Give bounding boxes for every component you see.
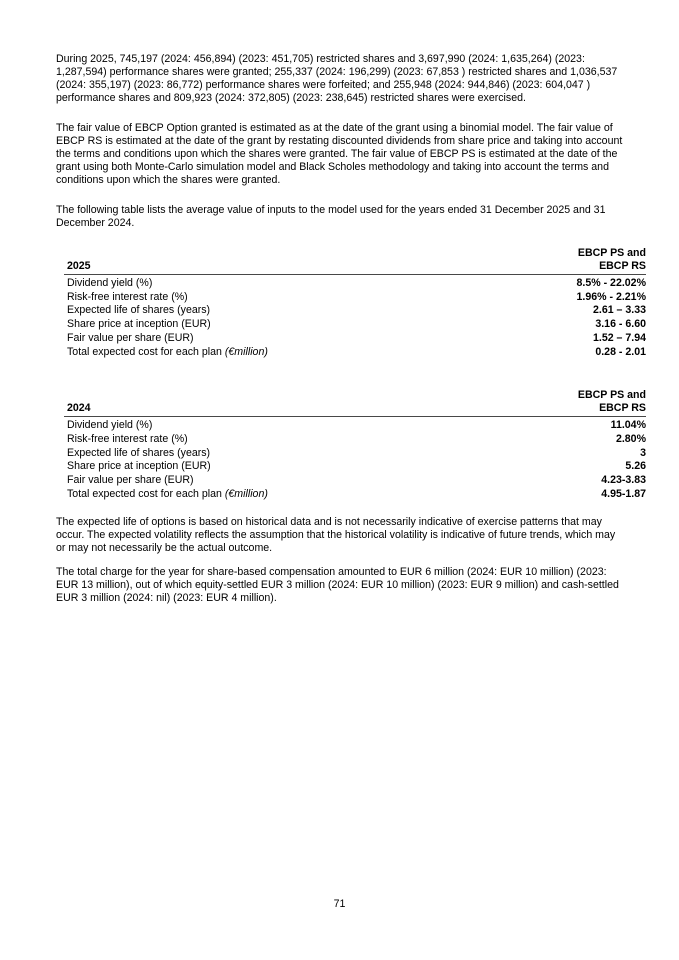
row-value: 3.16 - 6.60 [595, 318, 646, 331]
row-value: 0.28 - 2.01 [595, 345, 646, 358]
row-value: 2.80% [615, 432, 646, 445]
row-label: Total expected cost for each plan [67, 487, 222, 500]
row-value: 5.26 [625, 460, 646, 473]
paragraph-table-intro: The following table lists the average value of inputs to the model used for the years ended 31 December 2025 and 31 December 2024. [56, 204, 606, 229]
table-row-expected-life [64, 304, 646, 318]
row-label: Share price at inception (EUR) [67, 460, 211, 473]
row-label-unit-note: (€million) [224, 345, 268, 358]
paragraph-shares-activity: During 2025, 745,197 (2024: 456,894) (2023: 451,705) restricted shares and 3,697,990 (2024: 1,635,264) (2023: 1,287,594) performance shares were granted; 255,337 (2024: 196,299) (2023: 67,853 ) restricted shares and 1,036,537 (2024: 355,197) (2023: 86,772) performance shares were forfeited; and 255,948 (2024: 944,846) (2023: 604,047 ) performance shares and 809,923 (2024: 372,805) (2023: 238,645) restricted shares were exercised. [56, 53, 618, 104]
row-label: Fair value per share (EUR) [67, 331, 194, 344]
page-number: 71 [333, 898, 346, 910]
row-label: Dividend yield (%) [67, 277, 153, 289]
row-value: 3 [640, 446, 646, 459]
page-content [56, 53, 646, 605]
table-row-dividend-yield [64, 419, 646, 433]
table-year-label: 2025 [67, 260, 91, 272]
table-row-dividend-yield [64, 277, 646, 291]
paragraph-expected-life: The expected life of options is based on historical data and is not necessarily indicative of exercise patterns that may occur. The expected volatility reflects the assumption that the historical volatility is indicative of future trends, which may or may not necessarily be the actual outcome. [56, 516, 616, 555]
table-row-fair-value [64, 474, 646, 488]
table-header-row [64, 402, 646, 417]
row-value: 2.61 – 3.33 [592, 304, 646, 317]
table-row-total-expected-cost [64, 346, 646, 360]
row-label: Share price at inception (EUR) [67, 318, 211, 331]
row-label-group [67, 346, 268, 360]
table-row-share-price [64, 460, 646, 474]
inputs-table-2025 [64, 247, 646, 359]
row-label: Fair value per share (EUR) [67, 474, 194, 487]
table-row-total-expected-cost [64, 488, 646, 502]
table-row-fair-value [64, 332, 646, 346]
paragraph-fair-value-models: The fair value of EBCP Option granted is estimated as at the date of the grant using a binomial model. The fair value of EBCP RS is estimated at the date of the grant by restating discounted dividends from share price and taking into account the terms and conditions upon which the shares were granted. The fair value of EBCP PS is estimated at the date of the grant using both Monte-Carlo simulation model and Black Scholes methodology and taking into account the terms and conditions upon which the shares were granted. [56, 122, 623, 186]
row-value: 1.52 – 7.94 [592, 331, 646, 344]
row-label-group [67, 488, 268, 502]
column-header-line2: EBCP RS [599, 260, 646, 272]
table-header-row [64, 260, 646, 275]
row-label: Dividend yield (%) [67, 419, 153, 432]
row-label: Expected life of shares (years) [67, 304, 211, 317]
row-label: Expected life of shares (years) [67, 446, 211, 459]
table-row-risk-free-rate [64, 433, 646, 447]
paragraph-total-charge: The total charge for the year for share-based compensation amounted to EUR 6 million (2024: EUR 10 million) (2023: EUR 13 million), out of which equity-settled EUR 3 million (2024: EUR 10 million) (2023: EUR 9 million) and cash-settled EUR 3 million (2024: nil) (2023: EUR 4 million). [56, 566, 619, 605]
row-label-unit-note: (€million) [224, 487, 268, 500]
row-value: 8.5% - 22.02% [576, 277, 646, 289]
row-value: 1.96% - 2.21% [576, 290, 646, 303]
row-label: Total expected cost for each plan [67, 345, 222, 358]
row-value: 4.23-3.83 [601, 474, 646, 487]
column-header-line1: EBCP PS and [577, 247, 646, 259]
table-body [64, 419, 646, 501]
table-row-risk-free-rate [64, 291, 646, 305]
table-row-share-price [64, 318, 646, 332]
row-value: 11.04% [610, 419, 646, 432]
table-body [64, 277, 646, 359]
column-header-line1: EBCP PS and [577, 389, 646, 402]
column-header-line2: EBCP RS [599, 402, 646, 415]
table-row-expected-life [64, 447, 646, 461]
row-label: Risk-free interest rate (%) [67, 432, 188, 445]
row-value: 4.95-1.87 [601, 487, 646, 500]
row-label: Risk-free interest rate (%) [67, 290, 188, 303]
table-year-label: 2024 [67, 402, 91, 415]
inputs-table-2024 [64, 389, 646, 501]
